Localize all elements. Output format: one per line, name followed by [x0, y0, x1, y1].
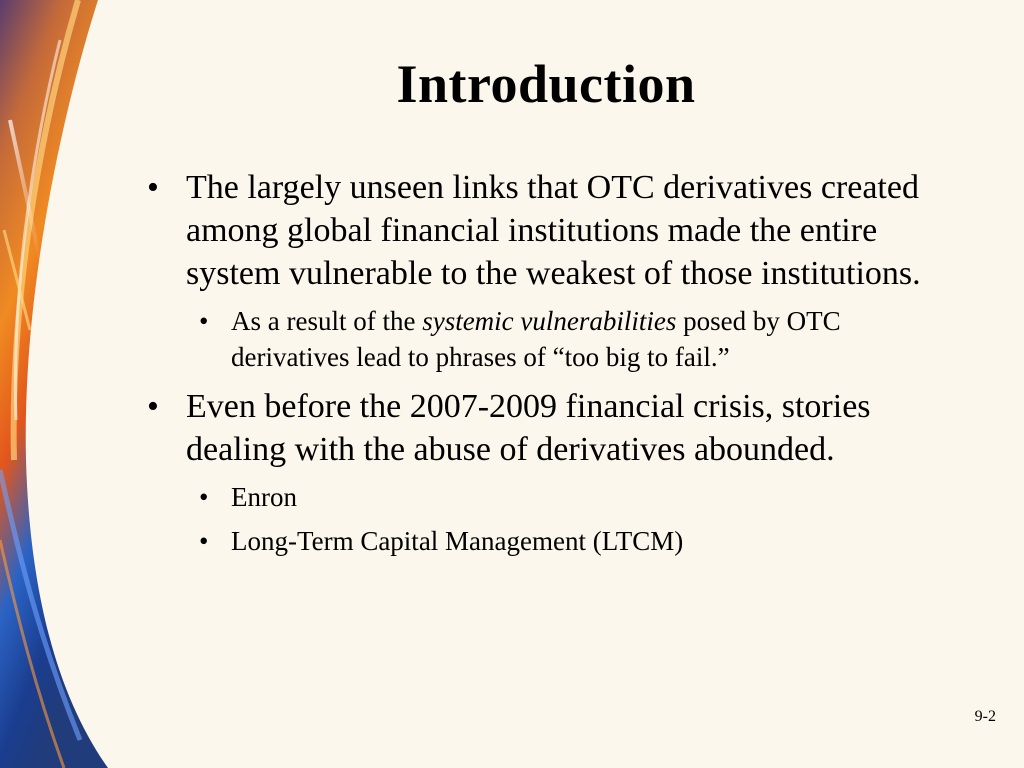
bullet-icon: • — [199, 306, 209, 336]
slide-title: Introduction — [396, 54, 696, 114]
bullet-text: The largely unseen links that OTC derivatives created among global financial institutions made the entire system vulnerable to the weakest of those institutions. — [186, 169, 921, 292]
sub-bullet-emphasis: systemic vulnerabilities — [422, 306, 677, 336]
page-number: 9-2 — [974, 708, 996, 725]
sub-bullet-item-2 — [147, 479, 947, 515]
sub-bullet-text: Long-Term Capital Management (LTCM) — [231, 526, 684, 556]
bullet-text: Even before the 2007-2009 financial crisis, stories dealing with the abuse of derivatives abounded. — [186, 388, 871, 468]
sub-bullet-text: Enron — [231, 482, 297, 512]
sub-bullet-text-post: posed by OTC derivatives lead to phrases of “too big to fail.” — [231, 306, 841, 372]
bullet-icon: • — [199, 482, 209, 512]
sub-bullet-text-pre: As a result of the — [231, 306, 423, 336]
bullet-icon: • — [147, 169, 159, 206]
sub-bullet-item-3 — [147, 523, 947, 559]
bullet-item-2 — [147, 385, 947, 471]
bullet-icon: • — [199, 526, 209, 556]
bullet-icon: • — [147, 388, 159, 425]
slide-body — [147, 166, 947, 559]
sub-bullet-item-1 — [147, 303, 947, 375]
bullet-item-1 — [147, 166, 947, 295]
